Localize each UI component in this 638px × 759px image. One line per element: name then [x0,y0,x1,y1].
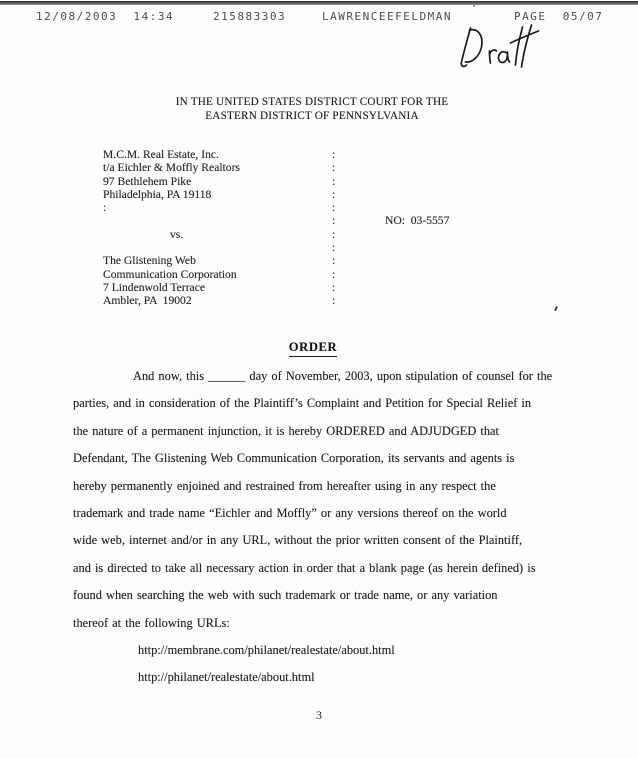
caption-colon: : [332,174,336,188]
order-body-line: parties, and in consideration of the Plaintiff’s Complaint and Petition for Special Relief in [73,396,532,411]
caption-colon: : [332,187,336,201]
caption-colon: : [332,148,336,161]
plaintiff-trade-name: t/a Eichler & Moffly Realtors [103,161,240,175]
fax-datetime: 12/08/2003 14:34 [36,10,175,23]
court-heading-line1: IN THE UNITED STATES DISTRICT COURT FOR THE [175,96,449,108]
fax-page-indicator: PAGE 05/07 [514,10,604,23]
vs-label: vs. [170,227,184,241]
caption-row [103,201,573,214]
order-body-line: found when searching the web with such trademark or trade name, or any variation [73,588,498,603]
order-body-line: trademark and trade name “Eichler and Moffly” or any versions thereof on the world [73,505,507,520]
order-title-wrap [0,338,626,357]
caption-row [103,228,573,241]
caption-colon: : [332,294,336,308]
caption-colon: : [332,214,336,228]
case-caption [103,148,573,308]
fax-number: 215883303 [213,10,287,23]
caption-colon: : [332,280,336,294]
order-body-line: thereof at the following URLs: [73,615,230,630]
court-heading [0,96,624,123]
caption-row [103,175,573,188]
plaintiff-name: M.C.M. Real Estate, Inc. [103,148,219,161]
order-body-line: the nature of a permanent injunction, it is hereby ORDERED and ADJUDGED that [73,423,499,438]
caption-row [103,148,573,161]
draft-handwriting [452,20,547,80]
caption-row [103,188,573,201]
scan-speck [554,306,557,311]
caption-row [103,281,573,294]
caption-colon: : [332,254,336,268]
court-heading-line2: EASTERN DISTRICT OF PENNSYLVANIA [205,109,419,122]
caption-colon: : [332,161,336,175]
scan-artifact-bar [0,1,638,5]
caption-row [103,294,573,307]
defendant-name-2: Communication Corporation [103,267,237,281]
caption-row [103,161,573,174]
defendant-city: Ambler, PA 19002 [103,294,192,308]
order-body-line: hereby permanently enjoined and restrained from hereafter using in any respect the [73,478,496,493]
caption-colon: : [332,241,336,255]
caption-row [103,268,573,281]
page-number: 3 [316,708,322,722]
order-body-line: And now, this ______ day of November, 2003, upon stipulation of counsel for the [133,369,553,383]
defendant-name: The Glistening Web [103,254,196,268]
caption-row [103,214,573,227]
order-title: ORDER [289,340,337,357]
case-number: NO: 03-5557 [385,214,450,228]
caption-colon: : [332,267,336,281]
fax-sender-name: LAWRENCEEFELDMAN [322,10,452,23]
order-body-line: Defendant, The Glistening Web Communication Corporation, its servants and agents is [73,451,515,466]
caption-row [103,241,573,254]
enjoined-url: http://philanet/realestate/about.html [138,670,315,685]
plaintiff-city: Philadelphia, PA 19118 [103,187,212,201]
caption-row [103,254,573,267]
scan-speck [473,4,475,7]
caption-colon: : [332,201,336,215]
plaintiff-street: 97 Bethlehem Pike [103,174,192,188]
caption-colon: : [332,227,336,241]
defendant-street: 7 Lindenwold Terrace [103,280,205,294]
caption-left-colon: : [103,201,107,215]
order-body-line: and is directed to take all necessary action in order that a blank page (as herein defined) is [73,560,536,575]
order-body-line: wide web, internet and/or in any URL, without the prior written consent of the Plaintiff, [73,533,523,548]
order-body [73,363,593,692]
enjoined-url: http://membrane.com/philanet/realestate/about.html [138,642,395,657]
